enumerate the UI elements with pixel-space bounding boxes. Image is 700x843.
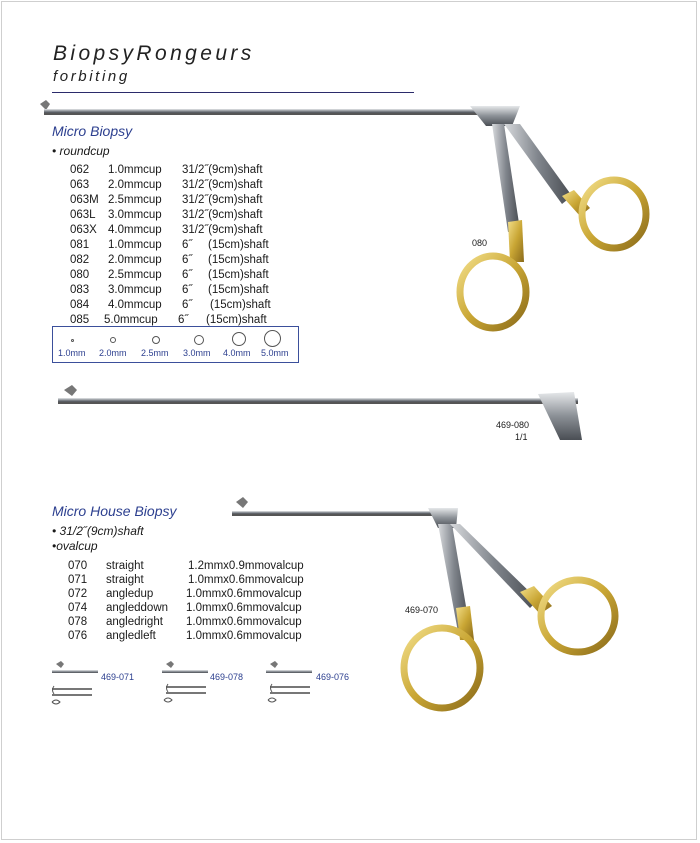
- thumbnail-label-469-076: 469-076: [316, 672, 350, 682]
- page-subtitle: forbiting: [53, 68, 130, 85]
- cup-circle-2-5mm: [152, 336, 160, 344]
- thumbnail-469-076-drawing: [266, 661, 312, 702]
- page-title: BiopsyRongeurs: [53, 42, 255, 65]
- cup-circle-4mm: [232, 332, 246, 346]
- micro-biopsy-title: Micro Biopsy: [52, 123, 133, 139]
- cup-circle-5mm: [264, 330, 281, 347]
- cup-circle-1mm: [71, 339, 74, 342]
- thumbnail-469-071-drawing: [52, 661, 98, 704]
- cup-label: 4.0mm: [223, 348, 251, 358]
- cup-label: 2.5mm: [141, 348, 169, 358]
- cup-circle-2mm: [110, 337, 116, 343]
- thumbnail-469-078-drawing: [162, 661, 208, 702]
- scale-label: 1/1: [515, 432, 528, 442]
- cup-circle-3mm: [194, 335, 204, 345]
- thumbnail-label-469-071: 469-071: [101, 672, 135, 682]
- cup-label: 2.0mm: [99, 348, 127, 358]
- cup-label: 3.0mm: [183, 348, 211, 358]
- cup-label: 5.0mm: [261, 348, 289, 358]
- cup-label: 1.0mm: [58, 348, 86, 358]
- instrument-label-469-080: 469-080: [496, 420, 530, 430]
- micro-house-bullet-cup: •ovalcup: [52, 539, 98, 553]
- rongeur-469-080-drawing: [58, 385, 582, 440]
- micro-biopsy-bullet: • roundcup: [52, 144, 110, 158]
- micro-house-biopsy-title: Micro House Biopsy: [52, 503, 177, 519]
- instrument-label-080: 080: [472, 238, 488, 248]
- micro-house-bullet-shaft: • 31/2˝(9cm)shaft: [52, 524, 144, 538]
- instrument-label-469-070: 469-070: [405, 605, 439, 615]
- thumbnail-label-469-078: 469-078: [210, 672, 244, 682]
